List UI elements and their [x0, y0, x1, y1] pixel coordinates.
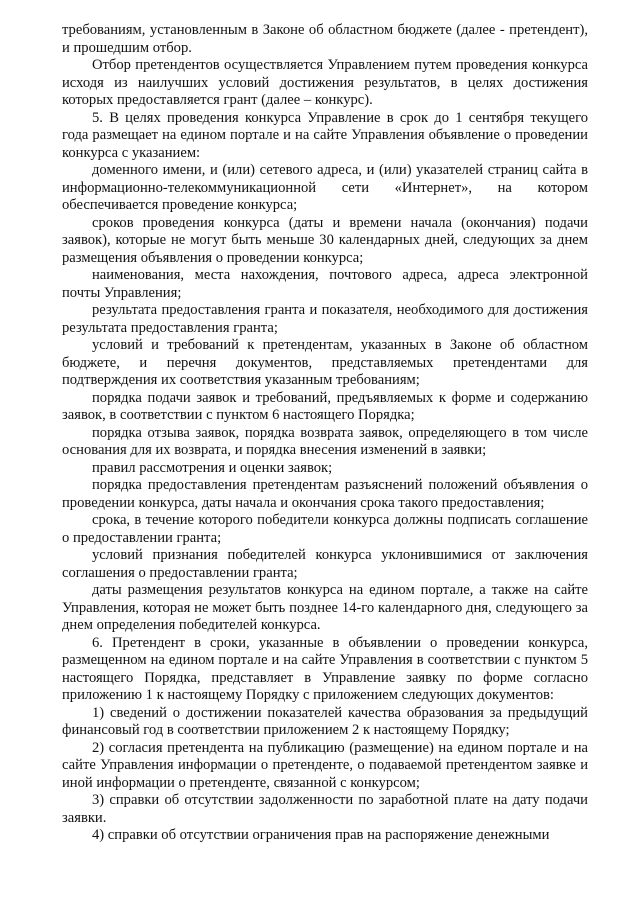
paragraph: правил рассмотрения и оценки заявок;	[92, 459, 333, 476]
paragraph: 6. Претендент в сроки, указанные в объявлении о проведении конкурса, размещенном на едином портале и на сайте Управления в соответствии с пунктом 5 настоящего Порядка, представляет в Управление заявку по форме согласно приложению 1 к настоящему Порядку с приложением следующих документов:	[62, 634, 588, 703]
paragraph: 4) справки об отсутствии ограничения прав на распоряжение денежными	[92, 827, 550, 843]
paragraph: порядка предоставления претендентам разъяснений положений объявления о проведении конкурса, даты начала и окончания срока такого предоставления;	[62, 477, 588, 511]
paragraph: наименования, места нахождения, почтового адреса, адреса электронной почты Управления;	[62, 267, 588, 301]
paragraph: срока, в течение которого победители конкурса должны подписать соглашение о предоставлении гранта;	[62, 512, 588, 546]
paragraph: условий и требований к претендентам, указанных в Законе об областном бюджете, и перечня документов, представляемых претендентами для подтверждения их соответствия указанным требованиям;	[62, 337, 588, 388]
paragraph: даты размещения результатов конкурса на едином портале, а также на сайте Управления, которая не может быть позднее 14-го календарного дня, следующего за днем определения победителей конкурса.	[62, 582, 588, 633]
paragraph: доменного имени, и (или) сетевого адреса, и (или) указателей страниц сайта в информационно-телекоммуникационной сети «Интернет», на котором обеспечивается проведение конкурса;	[62, 162, 588, 213]
paragraph: Отбор претендентов осуществляется Управлением путем проведения конкурса исходя из наилучших условий достижения результатов, в целях достижения которых предоставляется грант (далее – конкурс).	[62, 57, 588, 108]
paragraph: 2) согласия претендента на публикацию (размещение) на едином портале и на сайте Управления информации о претенденте, о подаваемой претендентом заявке и иной информации о претенденте, связанной с конкурсом;	[62, 739, 588, 791]
paragraph: 3) справки об отсутствии задолженности по заработной плате на дату подачи заявки.	[62, 792, 588, 826]
paragraph: сроков проведения конкурса (даты и времени начала (окончания) подачи заявок), которые не могут быть меньше 30 календарных дней, следующих за днем размещения объявления о проведении конкурса;	[62, 214, 588, 266]
paragraph: 1) сведений о достижении показателей качества образования за предыдущий финансовый год в соответствии приложением 2 к настоящему Порядку;	[62, 704, 588, 738]
paragraph: условий признания победителей конкурса уклонившимися от заключения соглашения о предоставлении гранта;	[62, 547, 588, 581]
paragraph: порядка отзыва заявок, порядка возврата заявок, определяющего в том числе основания для их возврата, и порядка внесения изменений в заявки;	[62, 424, 588, 458]
paragraph: требованиям, установленным в Законе об областном бюджете (далее - претендент), и прошедшим отбор.	[62, 22, 588, 56]
document-body	[62, 22, 588, 845]
paragraph: результата предоставления гранта и показателя, необходимого для достижения результата предоставления гранта;	[62, 302, 588, 336]
paragraph: 5. В целях проведения конкурса Управление в срок до 1 сентября текущего года размещает на едином портале и на сайте Управления объявление о проведении конкурса с указанием:	[62, 109, 588, 161]
paragraph: порядка подачи заявок и требований, предъявляемых к форме и содержанию заявок, в соответствии с пунктом 6 настоящего Порядка;	[62, 389, 588, 423]
